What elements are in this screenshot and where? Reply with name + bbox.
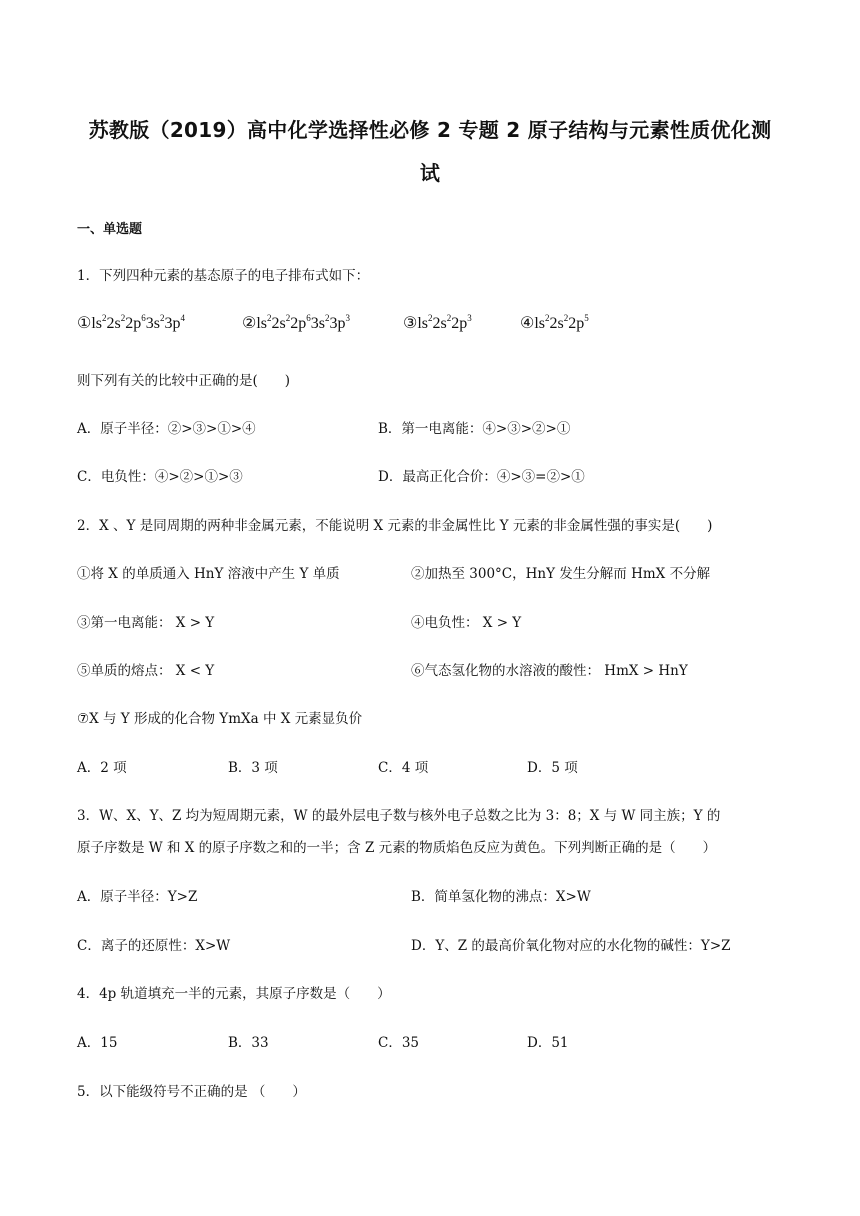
q1-config-4	[520, 313, 589, 332]
electron-count: 2	[102, 313, 107, 323]
orbital-label: ls	[91, 315, 103, 332]
orbital-label: 2p	[290, 315, 307, 332]
q2-option-d: D．5 项	[527, 760, 578, 776]
electron-count: 2	[563, 313, 569, 323]
electron-count: 2	[428, 313, 433, 323]
electron-count: 5	[584, 313, 589, 323]
q1-stem: 1．下列四种元素的基态原子的电子排布式如下：	[77, 268, 370, 284]
q2-option-b: B．3 项	[228, 760, 278, 776]
section-heading: 一、单选题	[77, 222, 143, 237]
electron-count: 2	[267, 313, 272, 323]
electron-count: 6	[141, 313, 146, 323]
q2-statement-5: ⑤单质的熔点： X < Y	[77, 663, 215, 679]
q3-option-b: B．简单氢化物的沸点：X>W	[411, 889, 591, 905]
orbital-label: 3p	[164, 315, 181, 332]
orbital-label: ls	[534, 315, 546, 332]
q2-option-c: C．4 项	[378, 760, 429, 776]
q3-stem-line2: 原子序数是 W 和 X 的原子序数之和的一半；含 Z 元素的物质焰色反应为黄色。下列判断正确的是（ ）	[77, 840, 717, 856]
orbital-label: 3s	[145, 315, 160, 332]
electron-count: 2	[159, 313, 165, 323]
q4-stem: 4．4p 轨道填充一半的元素，其原子序数是（ ）	[77, 986, 391, 1002]
orbital-label: 2s	[549, 315, 564, 332]
orbital-label: 2p	[451, 315, 468, 332]
q2-statement-3: ③第一电离能： X > Y	[77, 615, 215, 631]
q3-option-d: D．Y、Z 的最高价氧化物对应的水化物的碱性：Y>Z	[411, 938, 731, 954]
q1-config-3	[403, 313, 472, 332]
config-marker: ④	[520, 315, 535, 332]
q2-statement-7: ⑦X 与 Y 形成的化合物 YmXa 中 X 元素显负价	[77, 711, 363, 727]
q4-option-b: B．33	[228, 1035, 269, 1051]
q2-statement-2: ②加热至 300°C，HnY 发生分解而 HmX 不分解	[411, 566, 711, 582]
q2-stem: 2．X 、Y 是同周期的两种非金属元素，不能说明 X 元素的非金属性比 Y 元素的非金属性强的事实是( )	[77, 518, 713, 534]
electron-count: 4	[180, 313, 185, 323]
config-marker: ③	[403, 315, 418, 332]
q1-option-d: D．最高正化合价：④>③=②>①	[378, 469, 585, 485]
q1-config-2	[242, 313, 350, 332]
document-title-line1: 苏教版（2019）高中化学选择性必修 2 专题 2 原子结构与元素性质优化测	[88, 118, 772, 142]
electron-count: 2	[446, 313, 452, 323]
q4-option-c: C．35	[378, 1035, 420, 1051]
q3-option-a: A．原子半径：Y>Z	[77, 889, 198, 905]
electron-count: 2	[324, 313, 330, 323]
q3-option-c: C．离子的还原性：X>W	[77, 938, 231, 954]
q1-option-b: B．第一电离能：④>③>②>①	[378, 421, 571, 437]
q1-config-1	[77, 313, 185, 332]
orbital-label: 3s	[310, 315, 325, 332]
q3-stem-line1: 3．W、X、Y、Z 均为短周期元素，W 的最外层电子数与核外电子总数之比为 3：8；X 与 W 同主族；Y 的	[77, 808, 721, 824]
document-title-line2: 试	[419, 161, 441, 185]
q4-option-a: A．15	[77, 1035, 118, 1051]
orbital-label: 2s	[432, 315, 447, 332]
q2-statement-1: ①将 X 的单质通入 HnY 溶液中产生 Y 单质	[77, 566, 340, 582]
q2-statement-6: ⑥气态氢化物的水溶液的酸性： HmX > HnY	[411, 663, 688, 679]
q2-option-a: A．2 项	[77, 760, 127, 776]
orbital-label: 3p	[329, 315, 346, 332]
q4-option-d: D．51	[527, 1035, 569, 1051]
orbital-label: ls	[417, 315, 429, 332]
orbital-label: 2s	[106, 315, 121, 332]
orbital-label: ls	[256, 315, 268, 332]
electron-count: 3	[467, 313, 472, 323]
q1-option-a: A．原子半径：②>③>①>④	[77, 421, 256, 437]
config-marker: ①	[77, 315, 92, 332]
q2-statement-4: ④电负性： X > Y	[411, 615, 522, 631]
electron-count: 2	[285, 313, 291, 323]
electron-count: 6	[306, 313, 311, 323]
electron-count: 2	[545, 313, 550, 323]
orbital-label: 2p	[125, 315, 142, 332]
q1-question: 则下列有关的比较中正确的是( )	[77, 373, 291, 389]
config-marker: ②	[242, 315, 257, 332]
orbital-label: 2s	[271, 315, 286, 332]
q1-option-c: C．电负性：④>②>①>③	[77, 469, 243, 485]
orbital-label: 2p	[568, 315, 585, 332]
electron-count: 3	[345, 313, 350, 323]
electron-count: 2	[120, 313, 126, 323]
q5-stem: 5．以下能级符号不正确的是 （ ）	[77, 1084, 306, 1100]
